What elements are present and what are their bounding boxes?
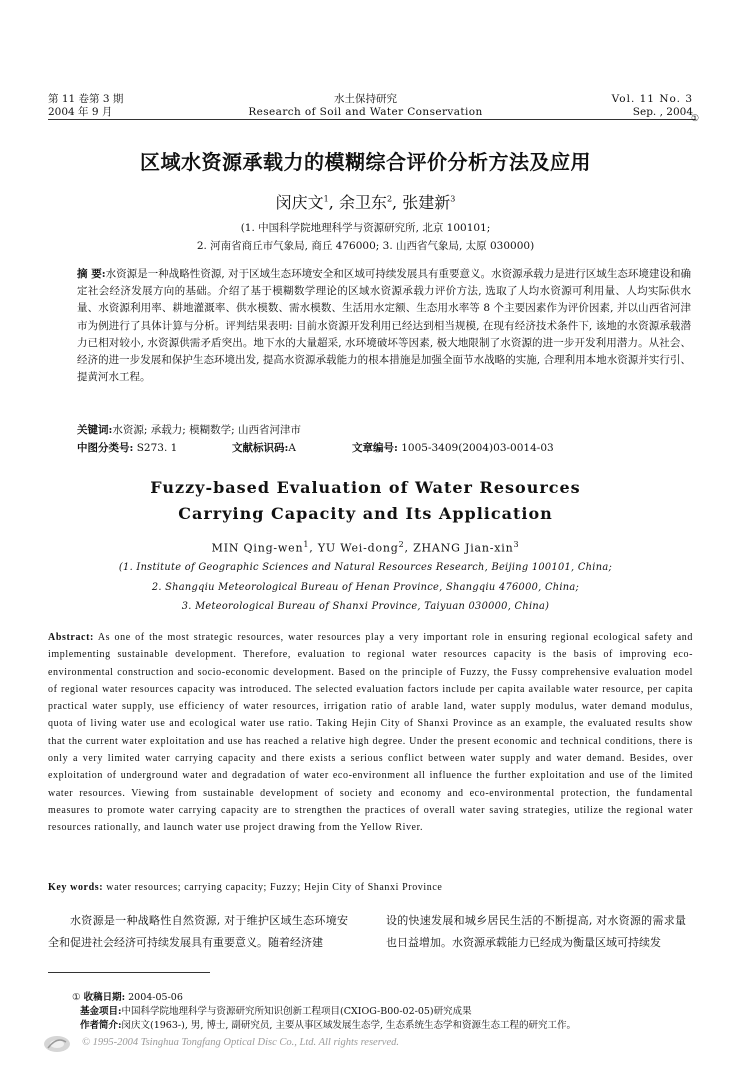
header-volume: 第 11 卷第 3 期 [48,93,124,105]
author-en-2: , YU Wei-dong [309,541,399,555]
received-label: 收稿日期: [83,992,126,1003]
body-column-right: 设的快速发展和城乡居民生活的不断提高, 对水资源的需求量也日益增加。水资源承载能力已经成为衡量区域可持续发 [386,914,686,949]
footnote-mark: ① [72,992,81,1003]
keywords-en-text: water resources; carrying capacity; Fuzzy; Hejin City of Shanxi Province [106,882,443,893]
affiliation-en-line2: 2. Shangqiu Meteorological Bureau of Henan Province, Shangqiu 476000, China; [151,582,580,593]
body-column-left: 水资源是一种战略性自然资源, 对于维护区域生态环境安全和促进社会经济可持续发展具有重要意义。随着经济建 [48,914,348,949]
keywords-cn-text: 水资源; 承载力; 模糊数学; 山西省河津市 [112,424,302,436]
footnote-author [80,1019,576,1033]
author-bio-label: 作者简介: [80,1020,122,1031]
abstract-en-text: As one of the most strategic resources, water resources play a very important role in ensuring regional ecological safety and implementing sustainable development. Therefore, evaluation to regional water resources capacity is the basis of improving eco-environmental construction and socio-economic development. Based on the principle of Fuzzy, the Fussy comprehensive evaluation model of regional water resources capacity was introduced. The selected evaluation factors include per capita available water resource, per capita practical water supply, use efficiency of water resources, irrigation ratio of arable land, water supply modulus, water demand modulus, quota of living water use and ecological water use ratio. Taking Hejin City of Shanxi Province as an example, the evaluated results show that the current water exploitation and use has reached a relative high degree. Under the present economic and technical conditions, there is only a very limited water carrying capacity and there exists a serious conflict between water supply and water demand. Besides, over exploitation of underground water and degradation of water eco-environment all influence the further exploitation and use of the limited water resources. Viewing from sustainable development of society and economy and eco-environmental protection, the fundamental measures to promote water carrying capacity are to strengthen the practices of overall water saving strategies, utilize the regional water resources rationally, and launch water use project drawing from the Yellow River. [48,632,693,834]
header-date: 2004 年 9 月 [48,106,113,118]
affiliation-en-line3: 3. Meteorological Bureau of Shanxi Province, Taiyuan 030000, China) [181,601,550,612]
clc-value: S273. 1 [136,442,178,454]
abstract-cn-label: 摘 要: [77,268,106,280]
fund-label: 基金项目: [80,1006,122,1017]
keywords-cn [77,422,691,439]
article-number [352,440,554,455]
affiliation-cn-line1: (1. 中国科学院地理科学与资源研究所, 北京 100101; [240,222,491,234]
journal-name-cn: 水土保持研究 [334,93,397,105]
author-sep: , [392,193,403,212]
footnote-received [72,991,183,1005]
journal-name-en: Research of Soil and Water Conservation [248,106,483,118]
header-date-en: Sep. , 2004 [632,106,693,118]
abstract-cn [77,266,691,386]
affiliation-en-line1: (1. Institute of Geographic Sciences and Natural Resources Research, Beijing 100101, China; [118,562,613,573]
copyright-notice: © 1995-2004 Tsinghua Tongfang Optical Disc Co., Ltd. All rights reserved. [82,1037,399,1048]
fund-text: 中国科学院地理科学与资源研究所知识创新工程项目(CXIOG-B00-02-05)研究成果 [121,1006,472,1017]
document-code [232,440,296,455]
keywords-en [48,879,693,896]
author-en-1-sup: 1 [303,540,310,549]
author-en-2-sup: 2 [398,540,405,549]
footnote-circle-mark: ① [691,114,700,124]
classification-numbers [77,440,177,455]
author-sep: , [328,193,339,212]
keywords-en-label: Key words: [48,882,104,893]
affiliation-cn-line2: 2. 河南省商丘市气象局, 商丘 476000; 3. 山西省气象局, 太原 030000) [196,240,535,252]
authors-cn [0,190,731,213]
art-value: 1005-3409(2004)03-0014-03 [401,442,554,454]
keywords-cn-label: 关键词: [77,424,113,436]
publisher-logo-icon [42,1034,72,1054]
author-cn-1: 闵庆文 [275,193,324,212]
doc-value: A [288,442,296,454]
footnote-fund [80,1005,472,1019]
doc-label: 文献标识码: [232,442,289,454]
header-volume-en: Vol. 11 No. 3 [611,93,693,105]
footnote-rule [48,972,210,973]
abstract-en-label: Abstract: [48,632,94,643]
abstract-en [48,629,693,837]
art-label: 文章编号: [352,442,398,454]
abstract-cn-text: 水资源是一种战略性资源, 对于区域生态环境安全和区域可持续发展具有重要意义。水资源承载力是进行区域生态环境建设和确定社会经济发展方向的基础。介绍了基于模糊数学理论的区域水资源承载力评价方法, 选取了人均水资源可利用量、人均实际供水量、水资源利用率、耕地灌溉率、供水模数、需水模数、生活用水定额、生态用水率等 8 个主要因素作为评价因素, 并以山西省河津市为例进行了具体计算与分析。评判结果表明: 目前水资源开发利用已经达到相当规模, 在现有经济技术条件下, 该地的水资源承载潜力已相对较小, 水资源供需矛盾突出。地下水的大量超采, 水环境破坏等因素, 极大地限制了水资源的进一步开发利用潜力。从社会、经济的进一步发展和保护生态环境出发, 提高水资源承载能力的根本措施是加强全面节水战略的实施, 合理利用本地水资源并实行引、提黄河水工程。 [77,268,691,384]
author-bio-text: 闵庆文(1963-), 男, 博士, 副研究员, 主要从事区域发展生态学, 生态系统生态学和资源生态工程的研究工作。 [121,1020,577,1031]
paper-title-en-line2: Carrying Capacity and Its Application [178,504,553,523]
author-cn-3: 张建新 [402,193,451,212]
author-cn-1-sup: 1 [323,194,329,204]
authors-en [0,540,731,555]
header-rule [48,119,695,120]
author-en-1: MIN Qing-wen [211,541,304,555]
clc-label: 中图分类号: [77,442,134,454]
paper-title-en-line1: Fuzzy-based Evaluation of Water Resources [150,478,581,497]
author-cn-3-sup: 3 [450,194,456,204]
author-cn-2: 余卫东 [338,193,387,212]
author-en-3: , ZHANG Jian-xin [404,541,514,555]
received-date: 2004-05-06 [128,992,183,1003]
paper-title-cn: 区域水资源承载力的模糊综合评价分析方法及应用 [140,150,591,174]
author-cn-2-sup: 2 [386,194,393,204]
journal-volume-en [612,93,693,119]
author-en-3-sup: 3 [513,540,520,549]
